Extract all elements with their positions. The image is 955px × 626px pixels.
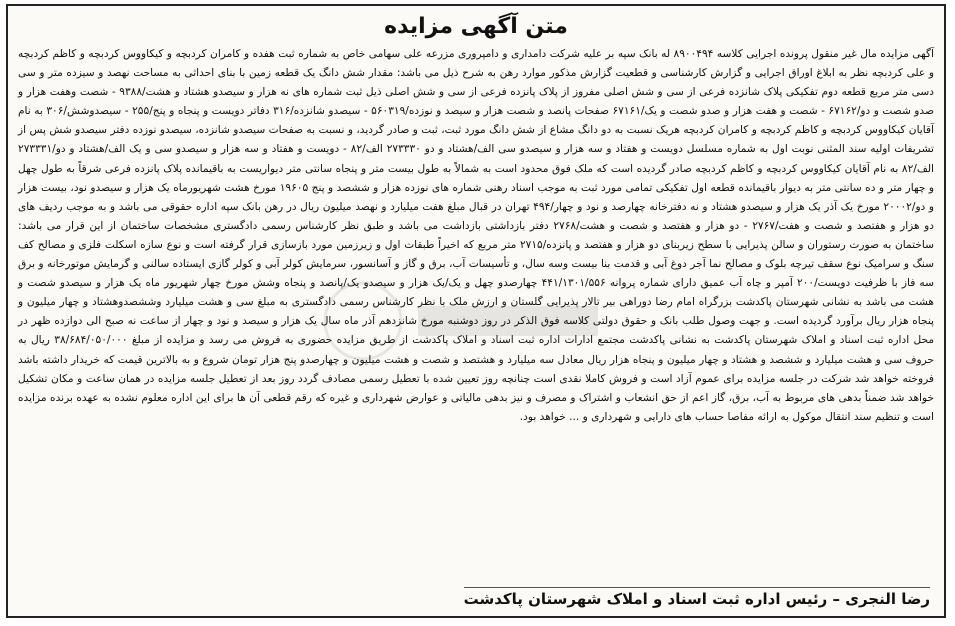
- notice-title: متن آگهی مزایده: [384, 14, 568, 39]
- notice-body: آگهی مزایده مال غیر منقول پرونده اجرایی کلاسه ۸۹۰۰۴۹۴ له بانک سپه بر علیه شرکت دامداری و دامپروری مزرعه علی سهامی خاص به شماره ثبت هفده و کامران کردبچه و کیکاووس کردبچه و کاظم کردبچه و علی کردبچه نظر به ابلاغ اوراق اجرایی و گزارش کارشناسی و قطعیت گزارش مذکور موارد رهن به شرح ذیل می باشد: مقدار شش دانگ یک قطعه زمین با بنای احداثی به مساحت نهصد و سیزده متر و سی دسی متر مربع قطعه دوم تفکیکی پلاک شانزده فرعی از سی و شش اصلی مفروز از پلاک پانزده فرعی از سی و شش اصلی ذیل ثبت شماره های نه هزار و سیصدو هشتاد و هشت/۹۳۸۸ - شصت وهفت هزار و صدو شصت و دو/۶۷۱۶۲ - شصت و هفت هزار و صدو شصت و یک/۶۷۱۶۱ صفحات پانصد و شصت هزار و سیصد و نوزده/۵۶۰۳۱۹ - سیصدو شانزده/۳۱۶ دفاتر دویست و پنجاه و پنج/۲۵۵ - سیصدوشش/۳۰۶ به نام آقایان کیکاووس کردبچه و کاظم کردبچه و کامران کردبچه هریک نسبت به دو دانگ مشاع از شش دانگ مورد ثبت، ثبت و صادر گردید، و نسبت به صفحات سیصدو شانزده، سیصدو نوزده دفتر سیصدو شش پس از تشریفات اولیه سند المثنی نوبت اول به شماره مسلسل دویست و هفتاد و سه هزار و سیصدو سی الف/هشتاد و دو ۲۷۳۳۳۰ الف/۸۲ - دویست و هفتاد و سه هزار و سیصدو سی و یک الف/هشتاد و دو/۲۷۳۳۳۱ الف/۸۲ به نام آقایان کیکاووس کردبچه و کاظم کردبچه صادر گردیده است که ملک فوق محدود است به شمالاً به طول بیست متر و پنجاه سانتی متر دیواریست به باقیمانده پلاک پانزده فرعی شرقاً به طول چهل و چهار متر و ده سانتی متر به دیوار باقیمانده قطعه اول تفکیکی تمامی مورد ثبت به موجب اسناد رهنی شماره های نوزده هزار و ششصد و پنج ۱۹۶۰۵ مورخ هشت شهریورماه یک هزار و سیصدو نود، بیست هزار و دو/۲۰۰۰۲ مورخ یک آذر یک هزار و سیصدو هشتاد و نه دفترخانه چهارصد و نود و چهار/۴۹۴ تهران در قبال مبلغ هفت میلیارد و نهصد میلیون ریال در رهن بانک سپه اداره حقوقی می باشد و به موجب ردیف های دو هزار و هفتصد و شصت و هفت/۲۷۶۷ - دو هزار و هفتصد و شصت و هشت/۲۷۶۸ دفتر بازداشتی بازداشت می باشد و طبق نظر کارشناس رسمی دادگستری مشخصات ساختمان از این قرار می باشد: ساختمان به صورت رستوران و سالن پذیرایی با سطح زیربنای دو هزار و هفتصد و پانزده/۲۷۱۵ متر مربع که اخیراً طبقات اول و زیرزمین مورد بازسازی قرار گرفته است و نوع سازه اسکلت فلزی و مصالح کف سنگ و سرامیک نوع سقف تیرچه بلوک و مصالح نما آجر دوغ آبی و قدمت بنا بیست وسه سال، و تأسیسات آب، برق و گاز و آسانسور، سرمایش کولر آبی و کولر گازی ایستاده سالنی و گرمایش موتورخانه و برق سه فاز با ظرفیت دویست/۲۰۰ آمپر و چاه آب عمیق دارای شماره پروانه ۴۴۱/۱۳۰۱/۵۵۶ چهارصدو چهل و یک/یک هزار و سیصدو یک/پانصد و پنجاه وشش مورخ چهار شهریور ماه یک هزار و سیصدو شصت و هشت می باشد به نشانی شهرستان پاکدشت بزرگراه امام رضا دوراهی بیر تالار پذیرایی گلستان و ارزش ملک با نظر کارشناس رسمی دادگستری به مبلغ سی و هشت میلیارد وششصدوهشتاد و چهار میلیون و پنجاه هزار ریال برآورد گردیده است. و جهت وصول طلب بانک و حقوق دولتی کلاسه فوق الذکر در روز دوشنبه مورخ شانزدهم آذر ماه سال یک هزار و سیصد و نود و چهار از ساعت نه صبح الی دوازده ظهر در محل اداره ثبت اسناد و املاک شهرستان پاکدشت به نشانی پاکدشت مجتمع ادارات اداره ثبت اسناد و املاک پاکدشت از طریق مزایده حضوری به فروش می رسد و مزایده از مبلغ ۳۸/۶۸۴/۰۵۰/۰۰۰ ریال به حروف سی و هشت میلیارد و ششصد و هشتاد و چهار میلیون و پنجاه هزار ریال معادل سه میلیارد و هشتصد و شصت و هشت میلیون و چهارصدو پنج هزار تومان شروع و به بالاترین قیمت که خریدار داشته باشد فروخته خواهد شد شرکت در جلسه مزایده برای عموم آزاد است و فروش کاملا نقدی است چنانچه روز تعیین شده با تعطیل رسمی مصادف گردد روز بعد از تعطیل جلسه مزایده در همان ساعت و مکان تشکیل خواهد شد ضمناً بدهی های مربوط به آب، برق، گاز اعم از حق انشعاب و اشتراک و مصرف و نیز بدهی مالیاتی و عوارض شهرداری و غیره که رقم قطعی آن ها برای این اداره معلوم نشده به عهده برنده مزایده است و تنظیم سند انتقال موکول به ارائه مفاصا حساب های دارایی و شهرداری و ... خواهد بود.: [18, 48, 935, 423]
- auction-notice: [6, 4, 946, 618]
- signature-line: رضا النجری – رئیس اداره ثبت اسناد و املاک شهرستان پاکدشت: [464, 587, 930, 608]
